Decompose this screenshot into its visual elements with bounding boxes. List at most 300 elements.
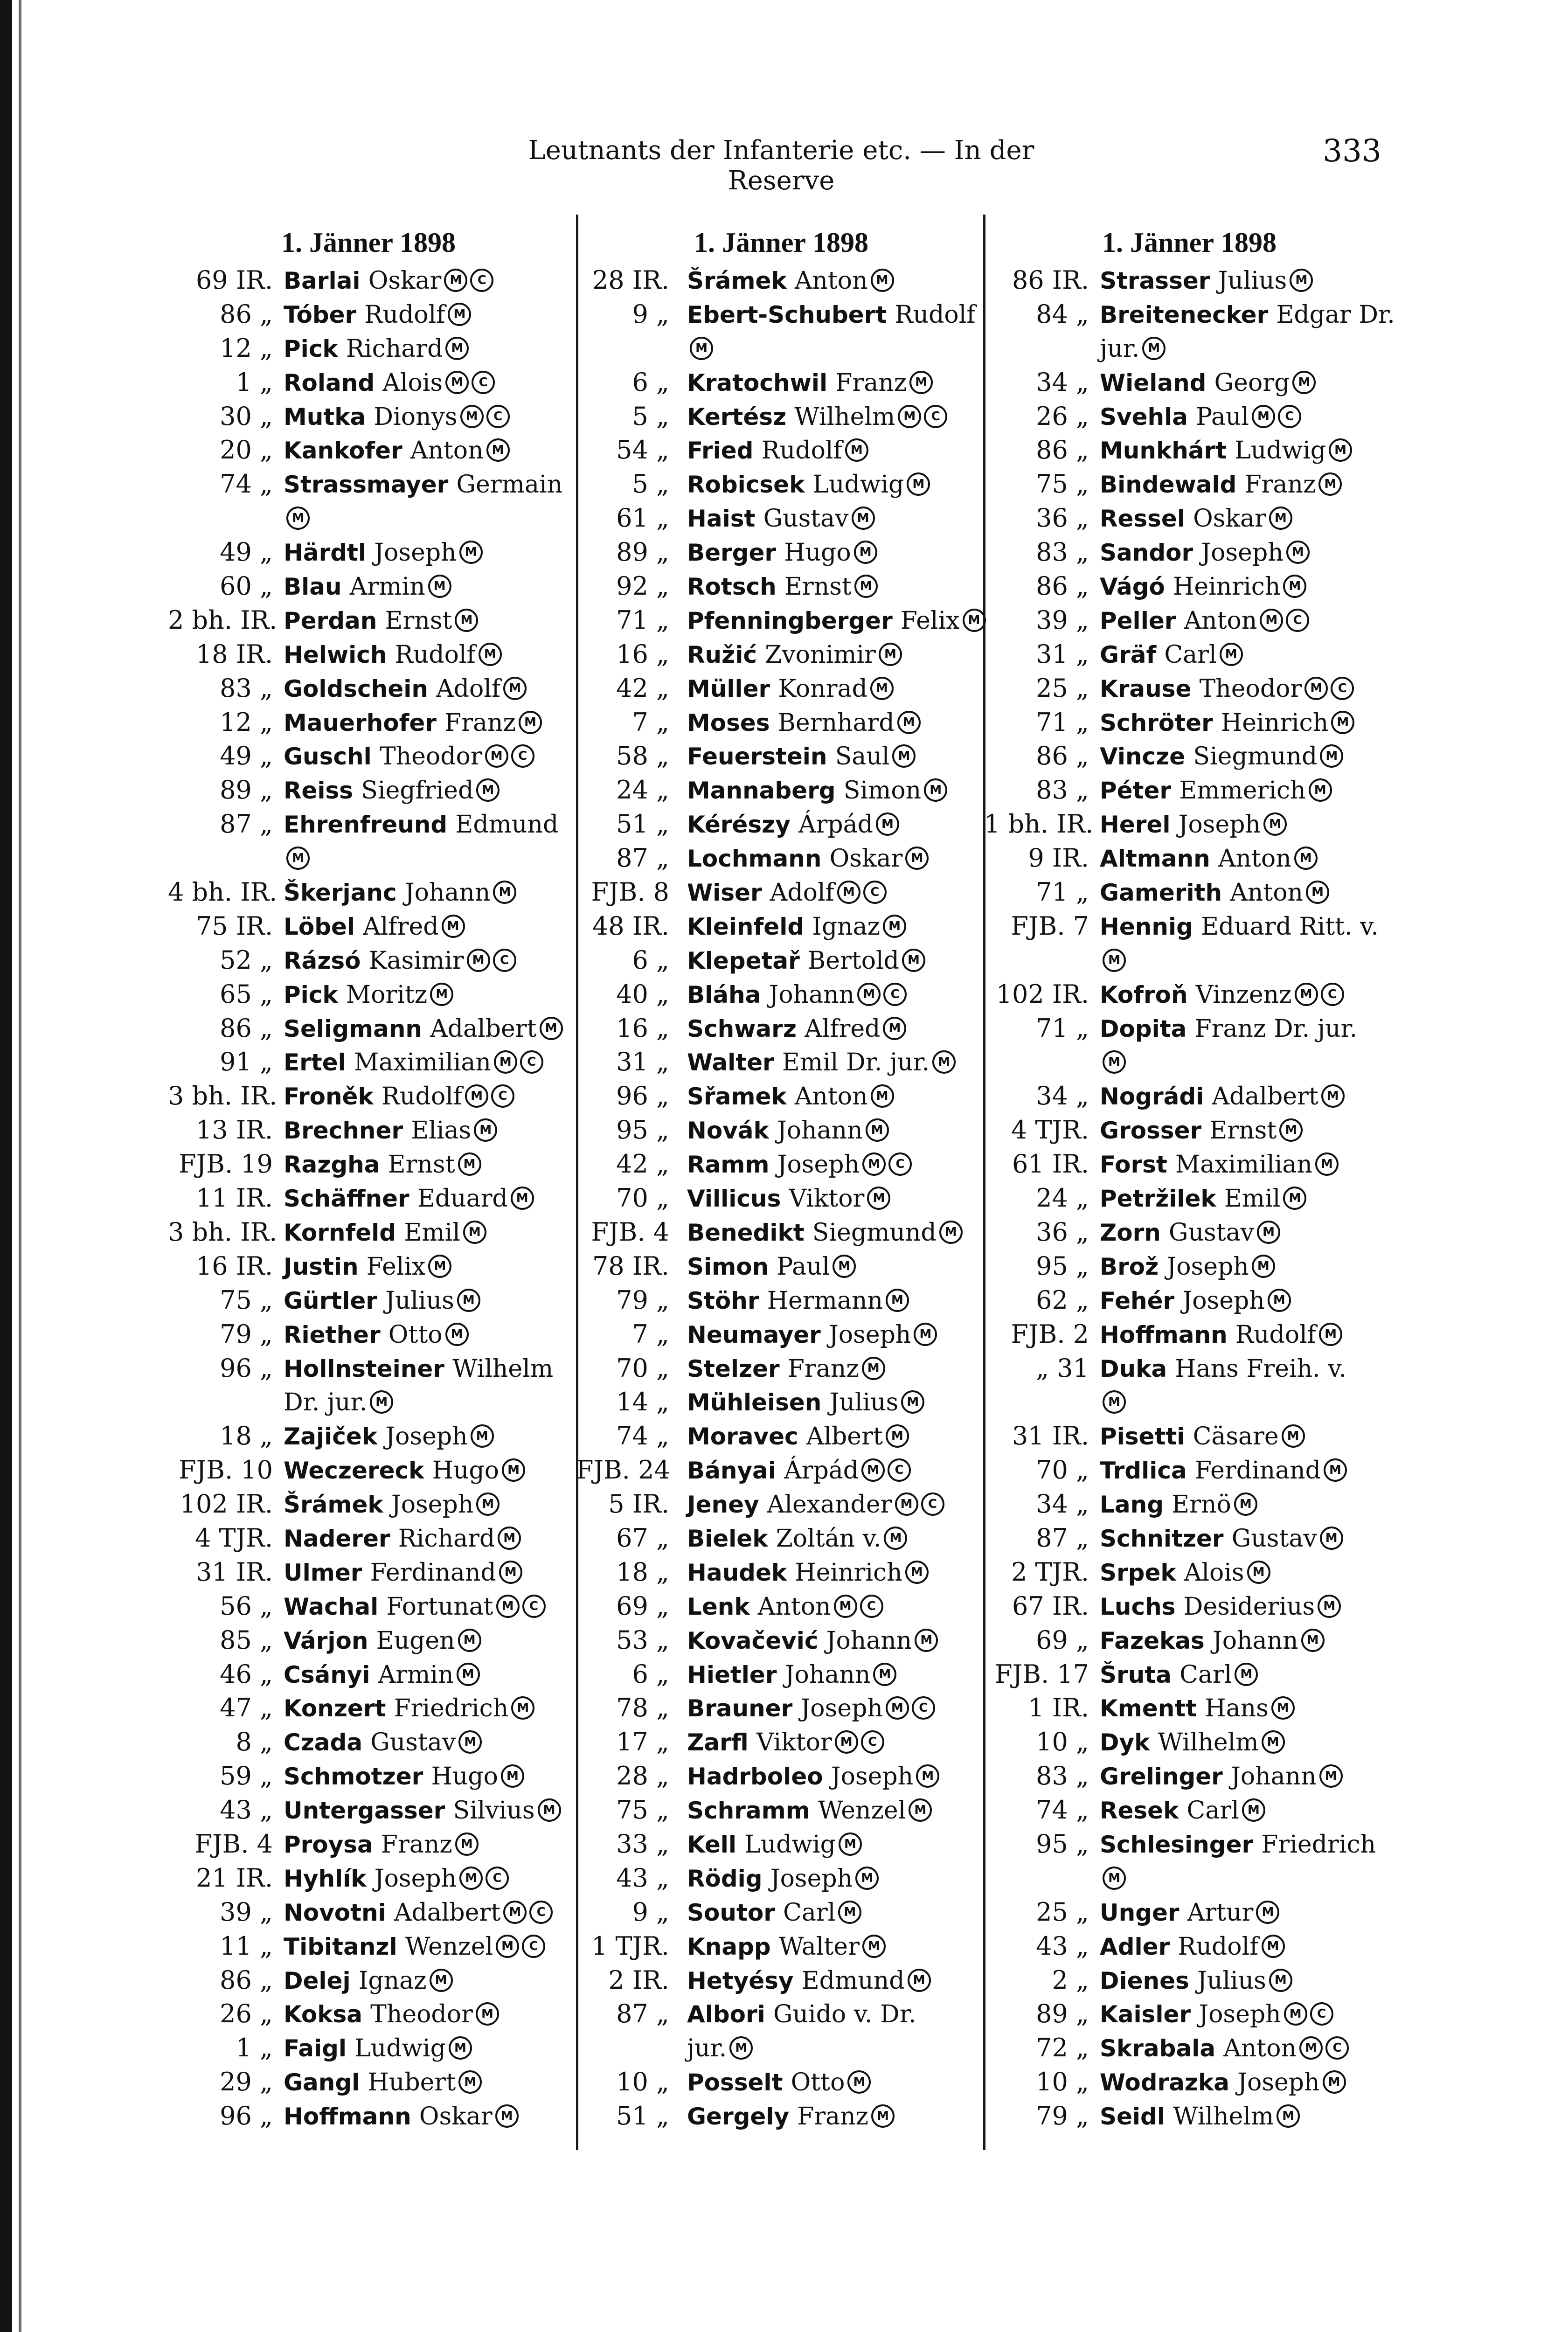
officer-name	[687, 400, 947, 434]
roster-entry	[168, 467, 569, 501]
given-name: Joseph	[1237, 2068, 1320, 2097]
regiment-number: 75 „	[616, 1795, 669, 1825]
officer-name	[284, 841, 310, 876]
surname: Rotsch	[687, 573, 777, 601]
circled-c-icon: C	[511, 744, 534, 768]
officer-name	[284, 1964, 453, 1998]
circled-m-icon: M	[905, 847, 929, 870]
roster-entry	[984, 400, 1395, 434]
surname: Fried	[687, 437, 754, 465]
circled-c-icon: C	[522, 1595, 546, 1618]
circled-m-icon: M	[909, 1798, 932, 1822]
regiment-number: 74 „	[220, 469, 273, 499]
regiment-number: 95 „	[616, 1115, 669, 1145]
regiment-number: 1 „	[236, 367, 273, 397]
circled-m-icon: M	[458, 1152, 481, 1176]
regiment-number: 71 „	[1036, 1013, 1089, 1043]
given-name: Anton	[1184, 606, 1257, 635]
circled-m-icon: M	[445, 371, 469, 394]
circled-m-icon: M	[1252, 405, 1275, 428]
surname: Bláha	[687, 981, 761, 1008]
circled-m-icon: M	[867, 1187, 890, 1210]
circled-m-icon: M	[474, 1118, 497, 1142]
circled-m-icon: M	[939, 1221, 963, 1244]
circled-m-icon: M	[1260, 609, 1283, 632]
circled-m-icon: M	[871, 269, 894, 292]
regiment-number: 26 „	[220, 1999, 273, 2029]
regiment-number: 7 „	[632, 1319, 669, 1349]
roster-entry	[576, 1113, 986, 1147]
surname: Resek	[1100, 1797, 1179, 1825]
officer-name	[284, 773, 500, 808]
officer-name	[284, 978, 453, 1012]
surname: Seidl	[1100, 2103, 1165, 2131]
given-name: Franz Dr. jur.	[1194, 1014, 1358, 1043]
surname: Ulmer	[284, 1559, 362, 1586]
roster-entry	[984, 944, 1395, 978]
given-name: Joseph	[770, 1864, 853, 1893]
surname: Mühleisen	[687, 1389, 822, 1416]
roster-entry	[576, 1691, 986, 1725]
roster-entry	[984, 841, 1395, 875]
officer-name	[284, 1045, 543, 1080]
given-name: Anton	[1230, 879, 1304, 907]
given-name: Franz	[797, 2103, 869, 2131]
surname: Haist	[687, 505, 756, 533]
circled-m-icon: M	[1301, 1629, 1325, 1652]
circled-m-icon: M	[442, 915, 465, 938]
surname: Kornfeld	[284, 1219, 396, 1246]
officer-name	[1100, 944, 1126, 978]
circled-m-icon: M	[932, 1050, 956, 1074]
regiment-number: 29 „	[220, 2067, 273, 2097]
circled-m-icon: M	[1284, 2002, 1307, 2026]
circled-m-icon: M	[538, 1798, 561, 1822]
circled-m-icon: M	[1321, 1084, 1345, 1108]
circled-m-icon: M	[1318, 472, 1342, 496]
surname: Schramm	[687, 1797, 810, 1825]
regiment-number: 18 „	[616, 1557, 669, 1587]
given-name: Ludwig	[744, 1830, 836, 1859]
circled-m-icon: M	[862, 1357, 885, 1380]
regiment-number: 12 „	[220, 333, 273, 363]
roster-entry	[576, 739, 986, 773]
regiment-number: 65 „	[220, 979, 273, 1009]
officer-name	[1100, 638, 1243, 672]
officer-name	[284, 1691, 534, 1726]
roster-entry	[168, 1997, 569, 2031]
regiment-number: 58 „	[616, 741, 669, 771]
circled-m-icon: M	[866, 1118, 889, 1142]
given-name: Elias	[411, 1117, 472, 1145]
circled-m-icon: M	[499, 1561, 522, 1584]
given-name: Emil	[404, 1218, 460, 1247]
circled-m-icon: M	[1329, 438, 1352, 462]
roster-entry	[576, 535, 986, 569]
given-name: Joseph	[1182, 1286, 1265, 1315]
roster-entry	[984, 1215, 1395, 1249]
officer-name	[1100, 2099, 1300, 2134]
given-name: Eduard Ritt. v.	[1201, 912, 1379, 941]
roster-entry	[168, 501, 569, 535]
officer-name	[1100, 706, 1354, 740]
given-name: Desiderius	[1183, 1592, 1315, 1621]
officer-name	[284, 332, 469, 366]
circled-m-icon: M	[501, 1764, 524, 1788]
circled-m-icon: M	[503, 677, 527, 700]
officer-name	[1100, 1691, 1295, 1726]
surname: Schäffner	[284, 1185, 409, 1213]
regiment-number: 83 „	[220, 673, 273, 703]
surname: Soutor	[687, 1899, 775, 1926]
regiment-number: 34 „	[1036, 367, 1089, 397]
roster-entry	[984, 1079, 1395, 1113]
circled-m-icon: M	[1299, 2036, 1323, 2060]
regiment-number: 14 „	[616, 1387, 669, 1417]
given-name: Viktor	[756, 1728, 832, 1757]
regiment-number: 16 IR.	[195, 1251, 273, 1281]
circled-m-icon: M	[854, 541, 877, 564]
regiment-number: FJB. 10	[179, 1455, 273, 1485]
officer-name	[687, 807, 899, 842]
given-name: Árpád	[798, 811, 873, 839]
roster-entry	[984, 739, 1395, 773]
circled-m-icon: M	[460, 405, 484, 428]
roster-entry	[984, 2031, 1395, 2065]
circled-m-icon: M	[871, 1084, 894, 1108]
roster-entry	[984, 706, 1395, 740]
circled-m-icon: M	[479, 643, 502, 666]
given-name: Moritz	[346, 980, 428, 1009]
given-name: Anton	[794, 1083, 868, 1111]
circled-m-icon: M	[1309, 778, 1332, 802]
roster-entry	[168, 1215, 569, 1249]
surname: Schmotzer	[284, 1763, 423, 1791]
roster-entry	[576, 875, 986, 909]
surname: Mannaberg	[687, 777, 836, 805]
surname: Untergasser	[284, 1797, 445, 1825]
officer-name	[1100, 1793, 1265, 1828]
given-name: Edmund	[801, 1966, 905, 1995]
surname: Bielek	[687, 1525, 768, 1552]
surname: Froněk	[284, 1083, 374, 1110]
surname: Simon	[687, 1253, 769, 1280]
roster-entry	[168, 1929, 569, 1964]
given-name: Ernst	[784, 573, 852, 601]
given-name: Friedrich	[394, 1694, 509, 1723]
regiment-number: 51 „	[616, 2101, 669, 2131]
regiment-number: 79 „	[616, 1285, 669, 1315]
roster-entry	[168, 1147, 569, 1181]
regiment-number: 83 „	[1036, 1761, 1089, 1791]
surname: Brechner	[284, 1117, 403, 1145]
surname: Gangl	[284, 2069, 360, 2096]
surname: Kérészy	[687, 811, 791, 839]
surname: Razgha	[284, 1151, 380, 1179]
circled-m-icon: M	[838, 1901, 861, 1924]
circled-m-icon: M	[914, 1323, 937, 1346]
roster-entry	[984, 2065, 1395, 2099]
surname: Barlai	[284, 267, 361, 294]
circled-m-icon: M	[511, 1696, 534, 1720]
regiment-number: 2 bh. IR.	[168, 605, 278, 635]
given-name: Oskar	[419, 2103, 493, 2131]
regiment-number: 2 „	[1052, 1965, 1089, 1995]
circled-m-icon: M	[449, 2036, 472, 2060]
given-name: Fortunat	[386, 1592, 493, 1621]
surname: Šruta	[1100, 1661, 1172, 1688]
given-name: Joseph	[391, 1491, 474, 1519]
regiment-number: FJB. 7	[1011, 911, 1089, 941]
roster-entry	[576, 978, 986, 1012]
surname: Svehla	[1100, 403, 1188, 430]
circled-m-icon: M	[857, 983, 881, 1006]
given-name: Franz	[444, 708, 516, 737]
surname: Šrámek	[687, 267, 787, 294]
officer-name	[284, 1249, 451, 1284]
circled-m-icon: M	[909, 371, 933, 394]
given-name: Oskar	[1193, 505, 1266, 533]
circled-m-icon: M	[455, 1832, 479, 1856]
roster-entry	[984, 501, 1395, 535]
roster-entry	[168, 1419, 569, 1453]
circled-m-icon: M	[496, 1595, 520, 1618]
officer-name	[1100, 569, 1306, 604]
roster-entry	[168, 978, 569, 1012]
roster-entry	[576, 298, 986, 332]
roster-entry	[984, 467, 1395, 501]
regiment-number: 25 „	[1036, 1897, 1089, 1927]
surname: Villicus	[687, 1185, 781, 1213]
circled-m-icon: M	[476, 1492, 500, 1516]
officer-name	[284, 1079, 514, 1114]
given-name: Rudolf	[895, 300, 976, 329]
regiment-number: 89 „	[616, 537, 669, 567]
circled-m-icon: M	[1283, 1187, 1306, 1210]
surname: Fehér	[1100, 1287, 1175, 1314]
officer-name	[284, 2031, 472, 2066]
column-heading: 1. Jänner 1898	[1102, 227, 1277, 258]
officer-name	[1100, 739, 1343, 774]
surname: Grosser	[1100, 1117, 1202, 1145]
regiment-number: 1 IR.	[1028, 1693, 1089, 1723]
regiment-number: 83 „	[1036, 537, 1089, 567]
surname: Wodrazka	[1100, 2069, 1230, 2096]
regiment-number: 102 IR.	[180, 1489, 273, 1519]
regiment-number: 18 „	[220, 1421, 273, 1451]
officer-name	[1100, 1284, 1291, 1318]
officer-name	[284, 1997, 499, 2032]
officer-name	[1100, 978, 1344, 1012]
regiment-number: 9 IR.	[1028, 843, 1089, 873]
given-name: Árpád	[784, 1457, 859, 1485]
given-name: Anton	[410, 437, 484, 465]
roster-entry	[576, 1929, 986, 1964]
surname: Reiss	[284, 777, 354, 805]
roster-entry	[984, 1113, 1395, 1147]
roster-entry	[576, 1895, 986, 1929]
circled-c-icon: C	[1331, 677, 1354, 700]
officer-name	[687, 1589, 883, 1624]
officer-name	[1100, 1487, 1257, 1522]
regiment-number: 96 „	[616, 1081, 669, 1111]
surname: Tóber	[284, 301, 357, 328]
given-name: Johann	[769, 980, 855, 1009]
surname: Sřamek	[687, 1083, 787, 1110]
regiment-number: 61 IR.	[1012, 1149, 1089, 1179]
regiment-number: 59 „	[220, 1761, 273, 1791]
officer-name	[1100, 501, 1292, 536]
officer-name	[1100, 1012, 1357, 1046]
officer-name	[1100, 1929, 1285, 1964]
regiment-number: 53 „	[616, 1625, 669, 1655]
regiment-number: 9 „	[632, 299, 669, 329]
roster-entry	[168, 535, 569, 569]
officer-name	[687, 1929, 886, 1964]
surname: Schlesinger	[1100, 1831, 1254, 1858]
officer-name	[687, 944, 925, 978]
regiment-number: 79 „	[1036, 2101, 1089, 2131]
surname: Pick	[284, 981, 338, 1008]
surname: Müller	[687, 675, 770, 702]
officer-name	[284, 604, 478, 638]
scan-edge-line	[19, 0, 21, 2332]
regiment-number: 49 „	[220, 537, 273, 567]
surname: Brauner	[687, 1695, 793, 1722]
officer-name	[687, 2099, 895, 2134]
given-name: Anton	[1218, 845, 1291, 873]
roster-entry	[984, 569, 1395, 604]
circled-m-icon: M	[834, 1595, 857, 1618]
regiment-number: 36 „	[1036, 503, 1089, 533]
regiment-number: 46 „	[220, 1659, 273, 1689]
roster-entry	[168, 909, 569, 944]
circled-m-icon: M	[855, 1867, 879, 1890]
surname: Hoffmann	[284, 2103, 411, 2131]
regiment-number: 75 „	[1036, 469, 1089, 499]
given-name: Alois	[1184, 1558, 1244, 1587]
given-name: Johann	[404, 879, 491, 907]
regiment-number: 86 „	[220, 1965, 273, 1995]
surname: Neumayer	[687, 1321, 821, 1348]
roster-entry	[984, 2099, 1395, 2133]
circled-m-icon: M	[884, 1527, 907, 1550]
officer-name	[687, 1793, 932, 1828]
regiment-number: 31 „	[1036, 639, 1089, 669]
roster-entry	[576, 1861, 986, 1895]
regiment-number: 11 „	[220, 1931, 273, 1961]
circled-m-icon: M	[1324, 1458, 1347, 1482]
surname: Stelzer	[687, 1355, 780, 1382]
roster-entry	[168, 1012, 569, 1046]
roster-entry	[984, 264, 1395, 298]
circled-m-icon: M	[908, 1969, 931, 1992]
roster-entry	[576, 1215, 986, 1249]
given-name: Johann	[826, 1626, 912, 1655]
roster-entry	[576, 1759, 986, 1793]
regiment-number: 43 „	[1036, 1931, 1089, 1961]
circled-m-icon: M	[862, 1935, 886, 1958]
officer-name	[1100, 1453, 1347, 1488]
regiment-number: 47 „	[220, 1693, 273, 1723]
roster-entry	[168, 433, 569, 467]
circled-c-icon: C	[883, 983, 907, 1006]
given-name: Hugo	[784, 539, 851, 567]
given-name: Ferdinand	[370, 1558, 496, 1587]
roster-entry	[576, 1827, 986, 1861]
officer-name	[284, 1284, 480, 1318]
officer-name	[687, 1997, 916, 2032]
officer-name	[284, 569, 451, 604]
given-name: Maximilian	[1175, 1151, 1312, 1179]
regiment-number: 10 „	[1036, 1727, 1089, 1757]
surname: Proysa	[284, 1831, 373, 1858]
officer-name	[687, 1079, 894, 1114]
officer-name	[1100, 1385, 1126, 1420]
surname: Perdan	[284, 607, 377, 634]
roster-entry	[168, 1725, 569, 1759]
given-name: Edmund	[455, 811, 559, 839]
given-name: Dionys	[374, 403, 458, 431]
roster-entry	[984, 1555, 1395, 1589]
circled-m-icon: M	[370, 1390, 393, 1414]
given-name: Rudolf	[1178, 1932, 1259, 1961]
circled-m-icon: M	[463, 1221, 486, 1244]
regiment-number: 8 „	[236, 1727, 273, 1757]
officer-name	[1100, 1215, 1280, 1250]
roster-entry	[576, 2099, 986, 2133]
surname: Seligmann	[284, 1015, 423, 1042]
officer-name	[687, 1624, 938, 1658]
circled-m-icon: M	[963, 609, 986, 632]
surname: Delej	[284, 1967, 351, 1994]
given-name: Hans Freih. v.	[1175, 1354, 1346, 1383]
roster-entry	[168, 1453, 569, 1487]
roster-entry	[576, 569, 986, 604]
regiment-number: 5 IR.	[608, 1489, 669, 1519]
circled-c-icon: C	[860, 1595, 883, 1618]
officer-name	[687, 501, 875, 536]
regiment-number: 26 „	[1036, 401, 1089, 431]
circled-m-icon: M	[852, 507, 875, 530]
circled-m-icon: M	[1318, 1595, 1341, 1618]
circled-m-icon: M	[1320, 1527, 1343, 1550]
given-name: Adolf	[436, 674, 501, 703]
roster-entry	[168, 1658, 569, 1692]
officer-name	[687, 1113, 889, 1148]
given-name: Hermann	[767, 1286, 883, 1315]
officer-name	[687, 569, 878, 604]
roster-entry	[168, 1284, 569, 1318]
officer-name	[284, 1759, 524, 1794]
roster-entry	[576, 467, 986, 501]
regiment-number: 43 „	[220, 1795, 273, 1825]
officer-name	[687, 1385, 924, 1420]
surname: Konzert	[284, 1695, 386, 1722]
regiment-number: 78 IR.	[592, 1251, 669, 1281]
officer-name	[284, 1827, 479, 1862]
surname: Hietler	[687, 1661, 777, 1688]
regiment-number: 6 „	[632, 1659, 669, 1689]
circled-m-icon: M	[496, 1935, 519, 1958]
circled-m-icon: M	[457, 1663, 480, 1686]
given-name: Gustav	[763, 505, 849, 533]
surname: Strassmayer	[284, 471, 449, 499]
officer-name	[1100, 1555, 1270, 1590]
roster-entry	[168, 1521, 569, 1555]
roster-entry	[576, 1045, 986, 1079]
roster-entry	[984, 1521, 1395, 1555]
